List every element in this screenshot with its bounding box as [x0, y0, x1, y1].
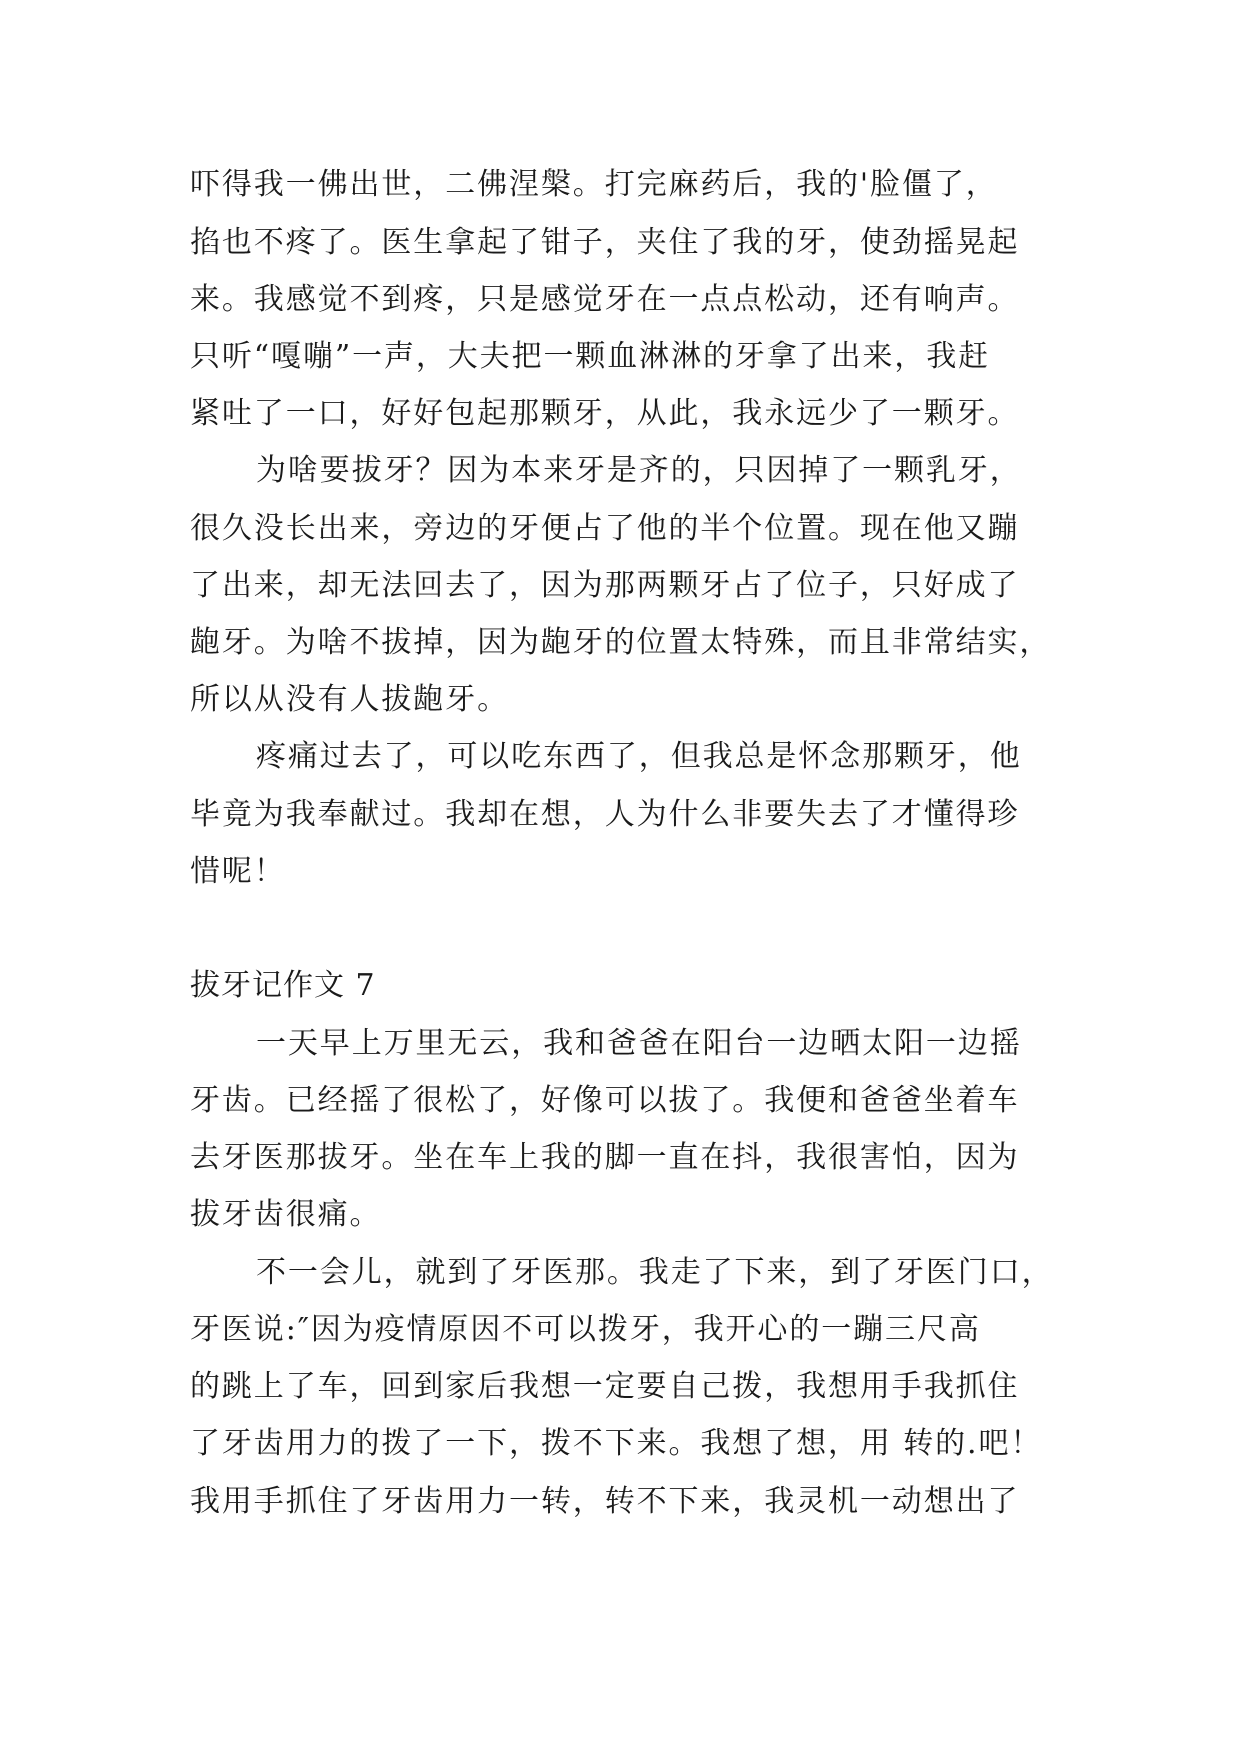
text-line: 惜呢！ [190, 854, 286, 889]
text-line: 拔牙齿很痛。 [190, 1197, 382, 1232]
text-line: 牙医说:″因为疫情原因不可以拨牙，我开心的一蹦三尺高 [190, 1312, 981, 1347]
paragraph-first-line: 一天早上万里无云，我和爸爸在阳台一边晒太阳一边摇 [256, 1026, 1022, 1061]
text-line: 只听“嘎嘣”一声，大夫把一颗血淋淋的牙拿了出来，我赶 [190, 339, 991, 374]
section-heading: 拔牙记作文 7 [190, 968, 376, 1003]
text-line: 了牙齿用力的拨了一下，拨不下来。我想了想，用 转的.吧！ [190, 1426, 1043, 1461]
text-line: 去牙医那拔牙。坐在车上我的脚一直在抖，我很害怕，因为 [190, 1140, 1020, 1175]
text-line: 我用手抓住了牙齿用力一转，转不下来，我灵机一动想出了 [190, 1484, 1020, 1519]
paragraph-first-line: 疼痛过去了，可以吃东西了，但我总是怀念那颗牙，他 [256, 739, 1022, 774]
paragraph-first-line: 为啥要拔牙？因为本来牙是齐的，只因掉了一颗乳牙， [256, 453, 1022, 488]
text-line: 来。我感觉不到疼，只是感觉牙在一点点松动，还有响声。 [190, 282, 1020, 317]
paragraph-first-line: 不一会儿，就到了牙医那。我走了下来，到了牙医门口， [256, 1255, 1054, 1290]
text-line: 所以从没有人拔龅牙。 [190, 682, 509, 717]
text-line: 的跳上了车，回到家后我想一定要自己拨，我想用手我抓住 [190, 1369, 1020, 1404]
text-line: 吓得我一佛出世，二佛涅槃。打完麻药后，我的'脸僵了， [190, 167, 998, 202]
text-line: 了出来，却无法回去了，因为那两颗牙占了位子，只好成了 [190, 568, 1020, 603]
text-line: 掐也不疼了。医生拿起了钳子，夹住了我的牙，使劲摇晃起 [190, 225, 1020, 260]
text-line: 紧吐了一口，好好包起那颗牙，从此，我永远少了一颗牙。 [190, 396, 1020, 431]
text-line: 牙齿。已经摇了很松了，好像可以拔了。我便和爸爸坐着车 [190, 1083, 1020, 1118]
text-line: 毕竟为我奉献过。我却在想，人为什么非要失去了才懂得珍 [190, 797, 1020, 832]
text-line: 龅牙。为啥不拔掉，因为龅牙的位置太特殊，而且非常结实， [190, 625, 1052, 660]
text-line: 很久没长出来，旁边的牙便占了他的半个位置。现在他又蹦 [190, 511, 1020, 546]
